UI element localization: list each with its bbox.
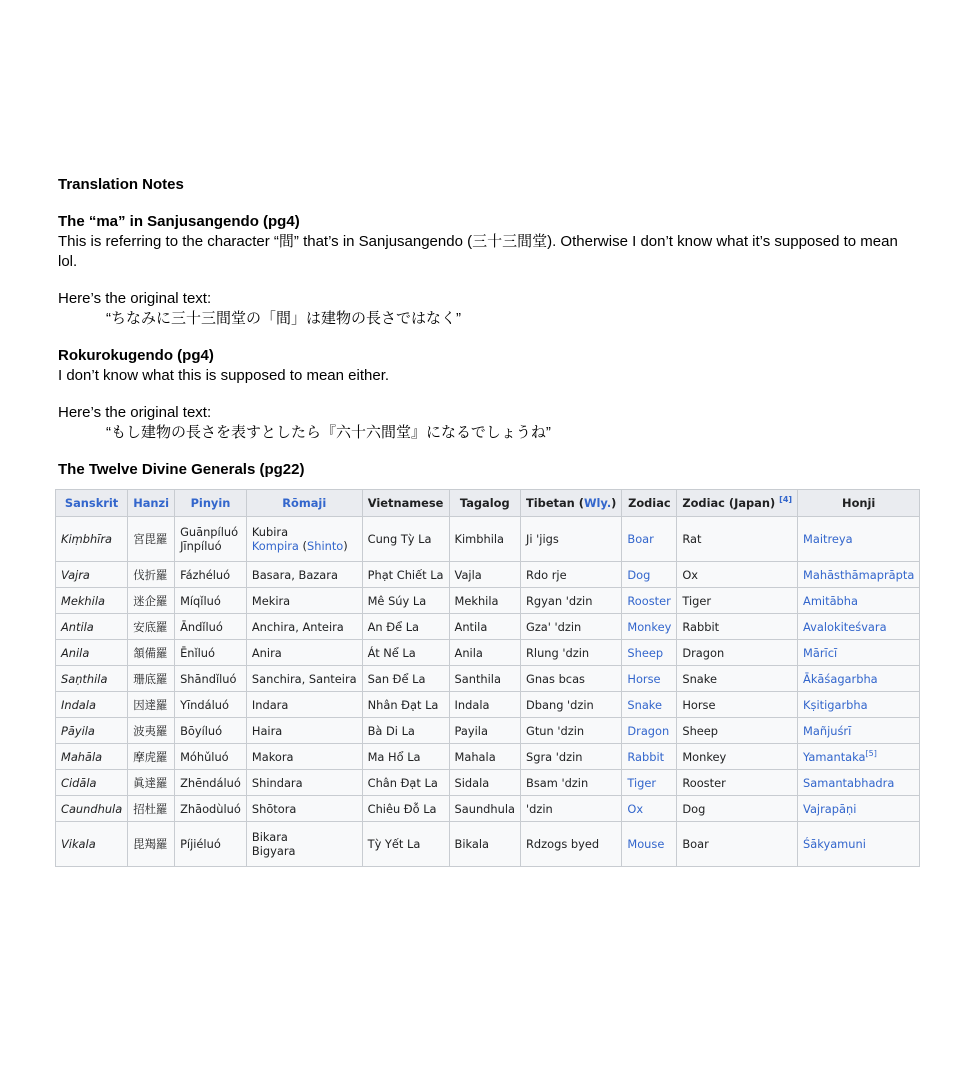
cell-tagalog xyxy=(449,562,520,588)
romaji-text: Makora xyxy=(251,749,294,764)
cell-zodiac xyxy=(622,588,677,614)
header-zodiac: Zodiac xyxy=(622,490,677,517)
hanzi-text: 安底羅 xyxy=(133,619,168,634)
hanzi-text: 伐折羅 xyxy=(133,567,168,582)
header-honji: Honji xyxy=(798,490,920,517)
table-row xyxy=(56,588,920,614)
tibetan-text: Rlung 'dzin xyxy=(526,645,590,660)
sanskrit-text: Saṇthila xyxy=(61,671,108,686)
tagalog-text: Payila xyxy=(454,723,488,738)
zodiac-japan-text: Rooster xyxy=(682,775,726,790)
cell-zodiac xyxy=(622,796,677,822)
cell-vietnamese xyxy=(362,770,449,796)
cell-pinyin xyxy=(175,666,247,692)
cell-vietnamese xyxy=(362,517,449,562)
zodiac-link[interactable]: Dragon xyxy=(627,723,670,738)
sanskrit-text: Pāyila xyxy=(61,723,95,738)
hanzi-text: 摩虎羅 xyxy=(133,749,168,764)
romaji-text: Bikara xyxy=(251,830,288,844)
table-row xyxy=(56,770,920,796)
cell-hanzi xyxy=(128,640,175,666)
pinyin-text: Yīndáluó xyxy=(180,697,229,712)
zodiac-link[interactable]: Sheep xyxy=(627,645,664,660)
pinyin-text: Zhāodùluó xyxy=(180,801,241,816)
cell-honji xyxy=(798,796,920,822)
cell-tibetan xyxy=(521,517,622,562)
cell-hanzi xyxy=(128,822,175,867)
page-heading: Translation Notes xyxy=(58,176,184,193)
pinyin-text: Móhǔluó xyxy=(180,749,229,764)
zodiac-link[interactable]: Snake xyxy=(627,697,663,712)
tagalog-text: Mahala xyxy=(454,749,496,764)
vietnamese-text: Nhân Đạt La xyxy=(367,697,439,712)
note2-original-text: “もし建物の長さを表すとしたら『六十六間堂』になるでしょうね” xyxy=(106,424,551,441)
romaji-text: Anira xyxy=(251,645,282,660)
zodiac-japan-text: Rabbit xyxy=(682,619,720,634)
cell-vietnamese xyxy=(362,796,449,822)
cell-vietnamese xyxy=(362,718,449,744)
honji-link[interactable]: Vajrapāṇi xyxy=(803,801,857,816)
zodiac-link[interactable]: Dog xyxy=(627,567,651,582)
cell-honji xyxy=(798,588,920,614)
cell-honji xyxy=(798,562,920,588)
cell-zodiac xyxy=(622,718,677,744)
pinyin-text: Zhēndáluó xyxy=(180,775,241,790)
romaji-paren-close: ) xyxy=(343,539,348,553)
cell-pinyin xyxy=(175,744,247,770)
zodiac-link[interactable]: Mouse xyxy=(627,837,665,851)
note1-original-text: “ちなみに三十三間堂の「間」は建物の長さではなく” xyxy=(106,310,461,327)
cell-zodiac-japan xyxy=(677,822,798,867)
honji-link[interactable]: Mahāsthāmaprāpta xyxy=(803,567,915,582)
pinyin-text: Guānpíluó xyxy=(180,525,239,539)
table-row xyxy=(56,562,920,588)
cell-zodiac xyxy=(622,666,677,692)
cell-zodiac xyxy=(622,562,677,588)
cell-tagalog xyxy=(449,614,520,640)
cell-tibetan xyxy=(521,666,622,692)
tagalog-text: Kimbhila xyxy=(454,532,505,546)
cell-tibetan xyxy=(521,614,622,640)
cell-romaji xyxy=(246,614,362,640)
honji-link[interactable]: Kṣitigarbha xyxy=(803,697,868,712)
cell-zodiac-japan xyxy=(677,588,798,614)
cell-zodiac xyxy=(622,692,677,718)
cell-honji xyxy=(798,744,920,770)
cell-romaji xyxy=(246,666,362,692)
pinyin-text: Āndǐluó xyxy=(180,619,223,634)
hanzi-text: 迷企羅 xyxy=(133,593,168,608)
zodiac-japan-text: Dog xyxy=(682,801,706,816)
cell-hanzi xyxy=(128,666,175,692)
table-row xyxy=(56,718,920,744)
sanskrit-text: Cidāla xyxy=(61,775,97,790)
vietnamese-text: Phạt Chiết La xyxy=(367,567,444,582)
cell-sanskrit xyxy=(56,692,128,718)
cell-hanzi xyxy=(128,744,175,770)
zodiac-link[interactable]: Boar xyxy=(627,532,654,546)
cell-romaji xyxy=(246,718,362,744)
pinyin-text: Fázhéluó xyxy=(180,567,231,582)
honji-link[interactable]: Mārīcī xyxy=(803,645,838,660)
tagalog-text: Sidala xyxy=(454,775,490,790)
cell-hanzi xyxy=(128,588,175,614)
zodiac-japan-text: Monkey xyxy=(682,749,727,764)
header-pinyin[interactable]: Pinyin xyxy=(175,490,247,517)
honji-link[interactable]: Śākyamuni xyxy=(803,837,866,851)
note2-body: I don’t know what this is supposed to mean either. xyxy=(58,367,390,384)
cell-romaji xyxy=(246,640,362,666)
zodiac-japan-text: Dragon xyxy=(682,645,725,660)
cell-zodiac-japan xyxy=(677,640,798,666)
pinyin-text: Bōyíluó xyxy=(180,723,223,738)
cell-sanskrit xyxy=(56,718,128,744)
vietnamese-text: Át Nể La xyxy=(367,645,416,660)
cell-tibetan xyxy=(521,640,622,666)
cell-zodiac xyxy=(622,640,677,666)
zodiac-japan-text: Tiger xyxy=(682,593,712,608)
cell-hanzi xyxy=(128,614,175,640)
cell-tagalog xyxy=(449,666,520,692)
romaji-text: Shōtora xyxy=(251,801,297,816)
sanskrit-text: Indala xyxy=(61,697,96,712)
cell-zodiac-japan xyxy=(677,796,798,822)
romaji-text: Basara, Bazara xyxy=(251,567,338,582)
cell-hanzi xyxy=(128,796,175,822)
zodiac-link[interactable]: Horse xyxy=(627,671,661,686)
header-tibetan-wylie-link[interactable]: Wly. xyxy=(583,496,612,510)
zodiac-link[interactable]: Ox xyxy=(627,801,644,816)
zodiac-japan-text: Horse xyxy=(682,697,716,712)
hanzi-text: 因達羅 xyxy=(133,697,168,712)
cell-sanskrit xyxy=(56,517,128,562)
cell-pinyin xyxy=(175,692,247,718)
note2-title: Rokurokugendo (pg4) xyxy=(58,347,214,364)
table-row xyxy=(56,517,920,562)
note1-body: This is referring to the character “間” that’s in Sanjusangendo (三十三間堂). Otherwise I don’t know what it’s supposed to mean lol. xyxy=(58,233,898,270)
zodiac-japan-text: Ox xyxy=(682,567,699,582)
tibetan-text: Gtun 'dzin xyxy=(526,723,585,738)
cell-romaji xyxy=(246,796,362,822)
cell-sanskrit xyxy=(56,562,128,588)
honji-link[interactable]: Maitreya xyxy=(803,532,853,546)
generals-table xyxy=(55,489,920,867)
pinyin-alt-text: Jīnpíluó xyxy=(180,539,222,553)
cell-vietnamese xyxy=(362,666,449,692)
cell-pinyin xyxy=(175,718,247,744)
cell-zodiac-japan xyxy=(677,517,798,562)
cell-zodiac xyxy=(622,770,677,796)
tibetan-text: Ji 'jigs xyxy=(526,532,559,546)
table-row xyxy=(56,614,920,640)
table-row xyxy=(56,640,920,666)
tibetan-text: Rdo rje xyxy=(526,567,567,582)
tagalog-text: Saundhula xyxy=(454,801,515,816)
table-header-row xyxy=(56,490,920,517)
cell-romaji xyxy=(246,692,362,718)
vietnamese-text: Chiêu Đỗ La xyxy=(367,801,437,816)
cell-zodiac-japan xyxy=(677,770,798,796)
header-hanzi[interactable]: Hanzi xyxy=(128,490,175,517)
cell-honji xyxy=(798,666,920,692)
cell-pinyin xyxy=(175,822,247,867)
cell-tibetan xyxy=(521,770,622,796)
romaji-alt-link[interactable]: Kompira xyxy=(251,539,299,553)
vietnamese-text: Ma Hổ La xyxy=(367,749,421,764)
romaji-text: Haira xyxy=(251,723,283,738)
cell-vietnamese xyxy=(362,614,449,640)
header-zodiac-japan xyxy=(677,490,798,517)
zodiac-japan-text: Rat xyxy=(682,532,702,546)
romaji-text: Kubira xyxy=(251,525,289,539)
romaji-text: Anchira, Anteira xyxy=(251,619,344,634)
table-row xyxy=(56,822,920,867)
cell-romaji xyxy=(246,588,362,614)
cell-zodiac xyxy=(622,744,677,770)
sanskrit-text: Kiṃbhīra xyxy=(61,532,113,546)
cell-vietnamese xyxy=(362,692,449,718)
cell-honji xyxy=(798,517,920,562)
cell-vietnamese xyxy=(362,588,449,614)
honji-link[interactable]: Samantabhadra xyxy=(803,775,895,790)
cell-pinyin xyxy=(175,614,247,640)
note1-original-label: Here’s the original text: xyxy=(58,290,212,307)
sanskrit-text: Antila xyxy=(61,619,94,634)
cell-tagalog xyxy=(449,770,520,796)
cell-honji xyxy=(798,692,920,718)
cell-romaji xyxy=(246,744,362,770)
cell-hanzi xyxy=(128,692,175,718)
cell-vietnamese xyxy=(362,744,449,770)
cell-pinyin xyxy=(175,588,247,614)
cell-tibetan xyxy=(521,796,622,822)
pinyin-text: Míqǐluó xyxy=(180,593,221,608)
cell-sanskrit xyxy=(56,640,128,666)
zodiac-japan-text: Sheep xyxy=(682,723,719,738)
tagalog-text: Mekhila xyxy=(454,593,499,608)
cell-sanskrit xyxy=(56,666,128,692)
cell-tagalog xyxy=(449,796,520,822)
table-row xyxy=(56,796,920,822)
hanzi-text: 宮毘羅 xyxy=(133,532,168,546)
honji-link[interactable]: Yamantaka xyxy=(803,749,866,764)
section3-title: The Twelve Divine Generals (pg22) xyxy=(58,461,305,478)
zodiac-japan-text: Boar xyxy=(682,837,709,851)
cell-sanskrit xyxy=(56,588,128,614)
zodiac-link[interactable]: Monkey xyxy=(627,619,672,634)
cell-vietnamese xyxy=(362,562,449,588)
tibetan-text: Gza' 'dzin xyxy=(526,619,582,634)
tibetan-text: Rdzogs byed xyxy=(526,837,600,851)
tibetan-text: Gnas bcas xyxy=(526,671,585,686)
cell-zodiac-japan xyxy=(677,692,798,718)
cell-zodiac xyxy=(622,517,677,562)
romaji-text: Sanchira, Santeira xyxy=(251,671,357,686)
table-row xyxy=(56,666,920,692)
zodiac-japan-text: Snake xyxy=(682,671,717,686)
cell-romaji xyxy=(246,517,362,562)
tagalog-text: Bikala xyxy=(454,837,490,851)
cell-tagalog xyxy=(449,640,520,666)
cell-zodiac xyxy=(622,822,677,867)
sanskrit-text: Mahāla xyxy=(61,749,103,764)
tagalog-text: Vajla xyxy=(454,567,482,582)
hanzi-text: 眞達羅 xyxy=(133,775,168,790)
vietnamese-text: Mê Súy La xyxy=(367,593,427,608)
cell-zodiac-japan xyxy=(677,666,798,692)
header-zodiac-japan-label: Zodiac (Japan) xyxy=(682,496,780,510)
cell-hanzi xyxy=(128,718,175,744)
cell-romaji xyxy=(246,562,362,588)
table-row xyxy=(56,744,920,770)
cell-hanzi xyxy=(128,562,175,588)
cell-romaji xyxy=(246,822,362,867)
cell-tibetan xyxy=(521,588,622,614)
hanzi-text: 頷備羅 xyxy=(133,645,168,660)
cell-honji xyxy=(798,614,920,640)
zodiac-link[interactable]: Rabbit xyxy=(627,749,665,764)
tagalog-text: Santhila xyxy=(454,671,501,686)
romaji-text: Mekira xyxy=(251,593,291,608)
header-zodiac-japan-ref[interactable]: [4] xyxy=(779,495,793,505)
zodiac-link[interactable]: Tiger xyxy=(627,775,657,790)
cell-sanskrit xyxy=(56,822,128,867)
cell-sanskrit xyxy=(56,614,128,640)
cell-tibetan xyxy=(521,562,622,588)
cell-tibetan xyxy=(521,692,622,718)
cell-tibetan xyxy=(521,744,622,770)
vietnamese-text: San Để La xyxy=(367,671,426,686)
cell-vietnamese xyxy=(362,822,449,867)
header-tibetan-end: ) xyxy=(611,496,617,510)
header-tibetan-label: Tibetan ( xyxy=(526,496,584,510)
header-sanskrit[interactable]: Sanskrit xyxy=(56,490,128,517)
romaji-alt-text: Bigyara xyxy=(251,844,296,858)
cell-vietnamese xyxy=(362,640,449,666)
sanskrit-text: Vajra xyxy=(61,567,90,582)
cell-sanskrit xyxy=(56,796,128,822)
vietnamese-text: Bà Di La xyxy=(367,723,415,738)
vietnamese-text: Cung Tỳ La xyxy=(367,532,432,546)
cell-tagalog xyxy=(449,718,520,744)
cell-tagalog xyxy=(449,517,520,562)
romaji-paren-open: ( xyxy=(298,539,307,553)
honji-link[interactable]: Avalokiteśvara xyxy=(803,619,887,634)
hanzi-text: 毘羯羅 xyxy=(133,837,168,851)
vietnamese-text: Tỳ Yết La xyxy=(367,837,421,851)
cell-zodiac-japan xyxy=(677,614,798,640)
cell-pinyin xyxy=(175,562,247,588)
zodiac-link[interactable]: Rooster xyxy=(627,593,671,608)
cell-hanzi xyxy=(128,517,175,562)
document-body xyxy=(58,175,908,480)
cell-romaji xyxy=(246,770,362,796)
cell-tibetan xyxy=(521,718,622,744)
cell-honji xyxy=(798,718,920,744)
cell-zodiac xyxy=(622,614,677,640)
header-vietnamese: Vietnamese xyxy=(362,490,449,517)
cell-tagalog xyxy=(449,744,520,770)
sanskrit-text: Anila xyxy=(61,645,90,660)
honji-link[interactable]: Amitābha xyxy=(803,593,858,608)
tagalog-text: Indala xyxy=(454,697,490,712)
sanskrit-text: Mekhila xyxy=(61,593,105,608)
vietnamese-text: An Để La xyxy=(367,619,420,634)
cell-honji xyxy=(798,770,920,796)
cell-pinyin xyxy=(175,796,247,822)
header-romaji[interactable]: Rōmaji xyxy=(246,490,362,517)
vietnamese-text: Chân Đạt La xyxy=(367,775,438,790)
table-row xyxy=(56,692,920,718)
cell-pinyin xyxy=(175,517,247,562)
pinyin-text: Píjiéluó xyxy=(180,837,221,851)
cell-tagalog xyxy=(449,692,520,718)
header-tibetan xyxy=(521,490,622,517)
note1-title: The “ma” in Sanjusangendo (pg4) xyxy=(58,213,300,230)
cell-sanskrit xyxy=(56,770,128,796)
cell-hanzi xyxy=(128,770,175,796)
cell-tibetan xyxy=(521,822,622,867)
tibetan-text: Dbang 'dzin xyxy=(526,697,594,712)
sanskrit-text: Vikala xyxy=(61,837,96,851)
tibetan-text: Bsam 'dzin xyxy=(526,775,589,790)
pinyin-text: Ēnǐluó xyxy=(180,645,215,660)
honji-ref-link[interactable]: [5] xyxy=(865,748,877,758)
cell-zodiac-japan xyxy=(677,562,798,588)
hanzi-text: 波夷羅 xyxy=(133,723,168,738)
tibetan-text: Sgra 'dzin xyxy=(526,749,583,764)
romaji-text: Shindara xyxy=(251,775,303,790)
tibetan-text: Rgyan 'dzin xyxy=(526,593,593,608)
cell-tagalog xyxy=(449,822,520,867)
hanzi-text: 招杜羅 xyxy=(133,801,168,816)
note2-original-label: Here’s the original text: xyxy=(58,404,212,421)
cell-pinyin xyxy=(175,640,247,666)
hanzi-text: 珊底羅 xyxy=(133,671,168,686)
header-tagalog: Tagalog xyxy=(449,490,520,517)
romaji-note-link[interactable]: Shinto xyxy=(307,539,344,553)
honji-link[interactable]: Ākāśagarbha xyxy=(803,671,878,686)
cell-pinyin xyxy=(175,770,247,796)
tagalog-text: Antila xyxy=(454,619,488,634)
sanskrit-text: Caundhula xyxy=(61,801,123,816)
cell-zodiac-japan xyxy=(677,718,798,744)
pinyin-text: Shāndǐluó xyxy=(180,671,237,686)
cell-honji xyxy=(798,822,920,867)
cell-tagalog xyxy=(449,588,520,614)
tibetan-text: 'dzin xyxy=(526,801,553,816)
cell-honji xyxy=(798,640,920,666)
tagalog-text: Anila xyxy=(454,645,483,660)
honji-link[interactable]: Mañjuśrī xyxy=(803,723,852,738)
romaji-text: Indara xyxy=(251,697,289,712)
cell-sanskrit xyxy=(56,744,128,770)
cell-zodiac-japan xyxy=(677,744,798,770)
